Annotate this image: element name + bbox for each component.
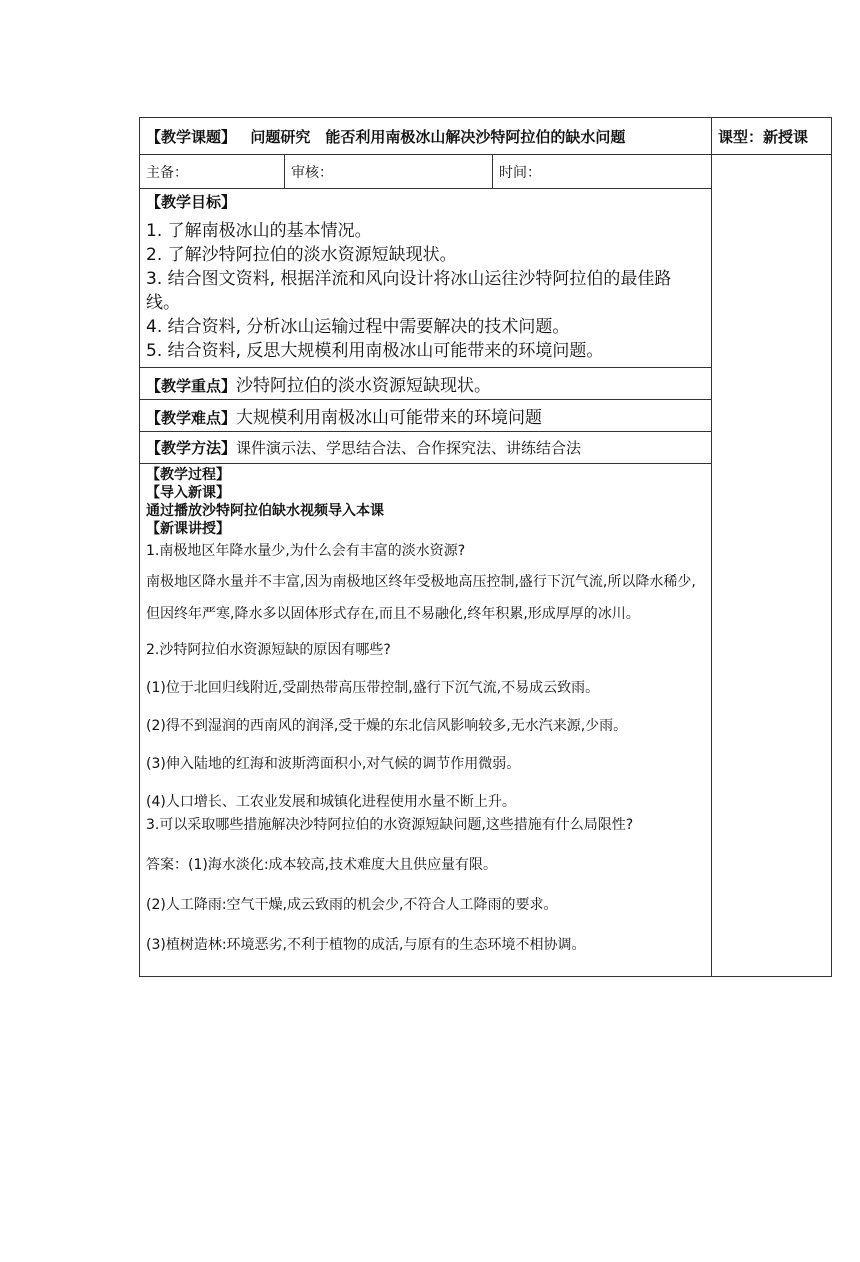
process-tag: 【教学过程】 — [146, 467, 230, 483]
method-text: 课件演示法、学思结合法、合作探究法、讲练结合法 — [236, 439, 582, 457]
side-column — [712, 155, 832, 977]
objective-item: 1. 了解南极冰山的基本情况。 — [146, 221, 372, 241]
topic-tag: 【教学课题】 — [146, 127, 237, 146]
difficulty-cell — [140, 400, 712, 432]
method-tag: 【教学方法】 — [146, 439, 237, 457]
objective-item: 2. 了解沙特阿拉伯的淡水资源短缺现状。 — [146, 245, 457, 265]
question-1: 1.南极地区年降水量少,为什么会有丰富的淡水资源? — [146, 543, 466, 559]
process-cell — [140, 464, 712, 977]
lesson-type: 课型：新授课 — [712, 118, 832, 155]
topic-row — [140, 118, 832, 155]
answer-2-item: (4)人口增长、工农业发展和城镇化进程使用水量不断上升。 — [146, 794, 516, 810]
key-point-cell — [140, 368, 712, 400]
preparer-field: 主备： — [140, 155, 285, 189]
objective-item: 4. 结合资料, 分析冰山运输过程中需要解决的技术问题。 — [146, 317, 570, 337]
topic-cell — [140, 118, 712, 155]
difficulty-text: 大规模利用南极冰山可能带来的环境问题 — [236, 408, 543, 428]
intro-text: 通过播放沙特阿拉伯缺水视频导入本课 — [146, 503, 384, 519]
lesson-plan-table — [139, 117, 832, 977]
lesson-plan-sheet — [139, 117, 831, 977]
key-point-tag: 【教学重点】 — [146, 377, 237, 395]
answer-3-item: (2)人工降雨:空气干燥,成云致雨的机会少,不符合人工降雨的要求。 — [146, 897, 558, 913]
question-2: 2.沙特阿拉伯水资源短缺的原因有哪些? — [146, 642, 391, 658]
reviewer-field: 审核： — [285, 155, 493, 189]
intro-tag: 【导入新课】 — [146, 485, 230, 501]
answer-3-item: (3)植树造林:环境恶劣,不利于植物的成活,与原有的生态环境不相协调。 — [146, 937, 586, 953]
key-point-text: 沙特阿拉伯的淡水资源短缺现状。 — [236, 376, 492, 396]
method-cell — [140, 432, 712, 464]
time-field: 时间： — [493, 155, 712, 189]
question-3: 3.可以采取哪些措施解决沙特阿拉伯的水资源短缺问题,这些措施有什么局限性? — [146, 817, 634, 833]
answer-3-item: 答案：(1)海水淡化:成本较高,技术难度大且供应量有限。 — [146, 857, 497, 873]
answer-2-item: (3)伸入陆地的红海和波斯湾面积小,对气候的调节作用微弱。 — [146, 756, 521, 772]
lecture-tag: 【新课讲授】 — [146, 521, 230, 537]
objectives-cell — [140, 189, 712, 368]
meta-row — [140, 155, 832, 189]
difficulty-tag: 【教学难点】 — [146, 409, 237, 427]
objectives-tag: 【教学目标】 — [146, 193, 237, 211]
objective-item: 3. 结合图文资料, 根据洋流和风向设计将冰山运往沙特阿拉伯的最佳路线。 — [146, 269, 672, 313]
topic-text: 问题研究 能否利用南极冰山解决沙特阿拉伯的缺水问题 — [250, 127, 626, 146]
answer-2-item: (2)得不到湿润的西南风的润泽,受干燥的东北信风影响较多,无水汽来源,少雨。 — [146, 718, 628, 734]
answer-1: 南极地区降水量并不丰富,因为南极地区终年受极地高压控制,盛行下沉气流,所以降水稀少,但因终年严寒,降水多以固体形式存在,而且不易融化,终年积累,形成厚厚的冰川。 — [146, 574, 696, 622]
answer-2-item: (1)位于北回归线附近,受副热带高压带控制,盛行下沉气流,不易成云致雨。 — [146, 680, 600, 696]
objective-item: 5. 结合资料, 反思大规模利用南极冰山可能带来的环境问题。 — [146, 341, 604, 361]
